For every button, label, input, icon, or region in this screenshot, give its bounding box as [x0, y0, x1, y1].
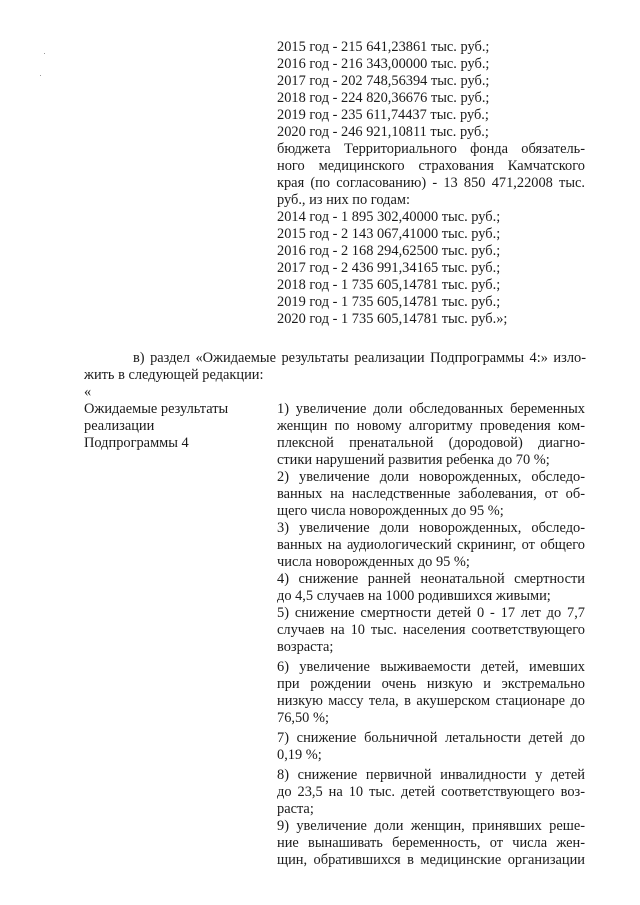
- year-line: 2017 год - 2 436 991,34165 тыс. руб.;: [277, 260, 501, 276]
- results-label-line: Подпрограммы 4: [84, 435, 189, 451]
- result-line: 9) увеличение доли женщин, принявших реше-: [277, 818, 585, 834]
- result-line: до 23,5 на 10 тыс. детей соответствующего воз-: [277, 784, 585, 800]
- result-line: 76,50 %;: [277, 710, 329, 726]
- results-label-line: реализации: [84, 418, 155, 434]
- result-line: при рождении очень низкую и экстремально: [277, 676, 585, 692]
- fund-text-line: края (по согласованию) - 13 850 471,22008 тыс.: [277, 175, 585, 191]
- result-line: 8) снижение первичной инвалидности у детей: [277, 767, 585, 783]
- result-line: женщин по новому алгоритму проведения ком-: [277, 418, 585, 434]
- result-line: возраста;: [277, 639, 334, 655]
- result-line: 5) снижение смертности детей 0 - 17 лет до 7,7: [277, 605, 585, 621]
- result-line: 2) увеличение доли новорожденных, обследо-: [277, 469, 585, 485]
- fund-text-line: руб., из них по годам:: [277, 192, 410, 208]
- result-line: 1) увеличение доли обследованных беременных: [277, 401, 585, 417]
- year-line: 2018 год - 1 735 605,14781 тыс. руб.;: [277, 277, 501, 293]
- result-line: низкую массу тела, в акушерском стационаре до: [277, 693, 585, 709]
- year-line: 2018 год - 224 820,36676 тыс. руб.;: [277, 90, 490, 106]
- year-line: 2015 год - 215 641,23861 тыс. руб.;: [277, 39, 490, 55]
- result-line: 6) увеличение выживаемости детей, имевших: [277, 659, 585, 675]
- year-line: 2020 год - 1 735 605,14781 тыс. руб.»;: [277, 311, 508, 327]
- result-line: раста;: [277, 801, 314, 817]
- year-line: 2016 год - 2 168 294,62500 тыс. руб.;: [277, 243, 501, 259]
- scan-speck: [40, 75, 41, 76]
- result-line: ние вынашивать беременность, от числа жен-: [277, 835, 585, 851]
- results-label-line: Ожидаемые результаты: [84, 401, 229, 417]
- result-line: до 4,5 случаев на 1000 родившихся живыми;: [277, 588, 551, 604]
- year-line: 2015 год - 2 143 067,41000 тыс. руб.;: [277, 226, 501, 242]
- result-line: ванных на аудиологический скрининг, от общего: [277, 537, 585, 553]
- section-intro-line: в) раздел «Ожидаемые результаты реализации Подпрограммы 4:» изло-: [133, 350, 586, 366]
- result-line: щего числа новорожденных до 95 %;: [277, 503, 504, 519]
- year-line: 2019 год - 235 611,74437 тыс. руб.;: [277, 107, 489, 123]
- result-line: 3) увеличение доли новорожденных, обследо-: [277, 520, 585, 536]
- year-line: 2019 год - 1 735 605,14781 тыс. руб.;: [277, 294, 501, 310]
- result-line: стики нарушений развития ребенка до 70 %;: [277, 452, 550, 468]
- result-line: плексной пренатальной (дородовой) диагно-: [277, 435, 585, 451]
- result-line: 4) снижение ранней неонатальной смертности: [277, 571, 585, 587]
- year-line: 2017 год - 202 748,56394 тыс. руб.;: [277, 73, 490, 89]
- result-line: ванных на наследственные заболевания, от об-: [277, 486, 585, 502]
- fund-text-line: ного медицинского страхования Камчатского: [277, 158, 585, 174]
- open-quote: «: [84, 384, 92, 400]
- year-line: 2016 год - 216 343,00000 тыс. руб.;: [277, 56, 490, 72]
- scan-speck: [44, 53, 45, 54]
- result-line: щин, обратившихся в медицинские организации: [277, 852, 585, 868]
- result-line: 0,19 %;: [277, 747, 322, 763]
- fund-text-line: бюджета Территориального фонда обязатель-: [277, 141, 585, 157]
- year-line: 2014 год - 1 895 302,40000 тыс. руб.;: [277, 209, 501, 225]
- year-line: 2020 год - 246 921,10811 тыс. руб.;: [277, 124, 489, 140]
- result-line: случаев на 10 тыс. населения соответствующего: [277, 622, 585, 638]
- result-line: 7) снижение больничной летальности детей до: [277, 730, 585, 746]
- result-line: числа новорожденных до 95 %;: [277, 554, 470, 570]
- section-intro-line: жить в следующей редакции:: [84, 367, 264, 383]
